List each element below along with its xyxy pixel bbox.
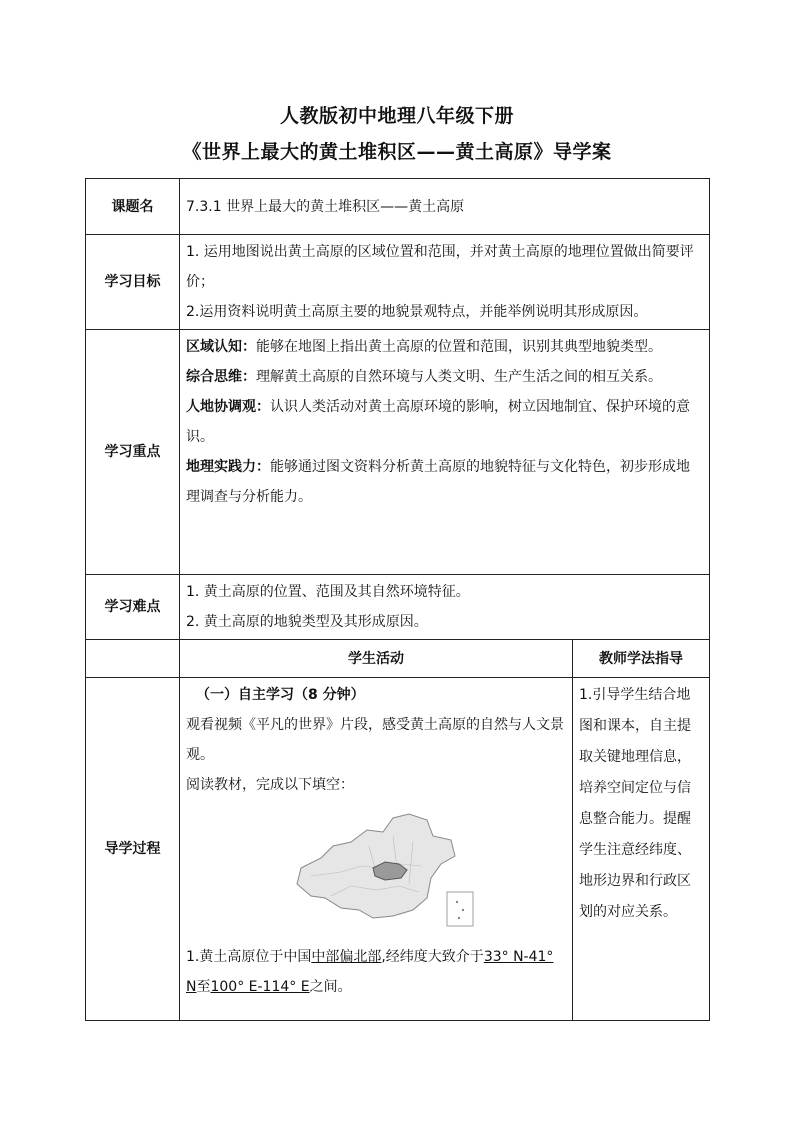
process-label: 导学过程 bbox=[86, 678, 180, 1021]
goals-label: 学习目标 bbox=[86, 235, 180, 330]
key-point-2: 综合思维：理解黄土高原的自然环境与人类文明、生产生活之间的相互关系。 bbox=[186, 369, 662, 385]
topic-row bbox=[86, 179, 710, 235]
blank-longitude: 100° E-114° E bbox=[210, 979, 310, 995]
student-activity-header: 学生活动 bbox=[180, 640, 573, 678]
process-row bbox=[86, 678, 710, 1021]
teacher-guide-header: 教师学法指导 bbox=[573, 640, 710, 678]
key-points-label: 学习重点 bbox=[86, 330, 180, 575]
key-point-4: 地理实践力：能够通过图文资料分析黄土高原的地貌特征与文化特色，初步形成地理调查与分析能力。 bbox=[186, 459, 690, 505]
blank-location: 中部偏北部 bbox=[311, 949, 382, 965]
difficulties-label: 学习难点 bbox=[86, 575, 180, 640]
goal-item-2: 2.运用资料说明黄土高原主要的地貌景观特点，并能举例说明其形成原因。 bbox=[186, 304, 648, 320]
process-para-2: 阅读教材，完成以下填空： bbox=[186, 777, 354, 793]
fill-in-blank-1: 1.黄土高原位于中国中部偏北部,经纬度大致介于33° N-41° N至100° E-114° E之间。 bbox=[186, 949, 554, 995]
key-points-row bbox=[86, 330, 710, 575]
difficulty-item-1: 1. 黄土高原的位置、范围及其自然环境特征。 bbox=[186, 584, 470, 600]
document-title bbox=[0, 98, 794, 170]
title-line-2: 《世界上最大的黄土堆积区——黄土高原》导学案 bbox=[182, 141, 612, 163]
difficulty-item-2: 2. 黄土高原的地貌类型及其形成原因。 bbox=[186, 614, 428, 630]
key-point-3: 人地协调观：认识人类活动对黄土高原环境的影响，树立因地制宜、保护环境的意识。 bbox=[186, 399, 690, 445]
goals-row bbox=[86, 235, 710, 330]
china-map-figure bbox=[186, 806, 576, 936]
teacher-guide-text: 1.引导学生结合地图和课本，自主提取关键地理信息，培养空间定位与信息整合能力。提醒学生注意经纬度、地形边界和行政区划的对应关系。 bbox=[579, 687, 691, 920]
china-map-icon bbox=[281, 806, 481, 936]
topic-value: 7.3.1 世界上最大的黄土堆积区——黄土高原 bbox=[186, 198, 465, 215]
difficulties-row bbox=[86, 575, 710, 640]
key-point-1: 区域认知：能够在地图上指出黄土高原的位置和范围，识别其典型地貌类型。 bbox=[186, 339, 662, 355]
goal-item-1: 1. 运用地图说出黄土高原的区域位置和范围，并对黄土高原的地理位置做出简要评价； bbox=[186, 244, 694, 290]
topic-label: 课题名 bbox=[86, 179, 180, 235]
study-guide-table bbox=[85, 178, 710, 1021]
activity-header-row bbox=[86, 640, 710, 678]
title-line-1: 人教版初中地理八年级下册 bbox=[279, 105, 514, 127]
section-title: （一）自主学习（8 分钟） bbox=[196, 687, 365, 703]
process-para-1: 观看视频《平凡的世界》片段，感受黄土高原的自然与人文景观。 bbox=[186, 717, 564, 763]
blank-latitude: 33° N-41° N bbox=[186, 949, 554, 995]
